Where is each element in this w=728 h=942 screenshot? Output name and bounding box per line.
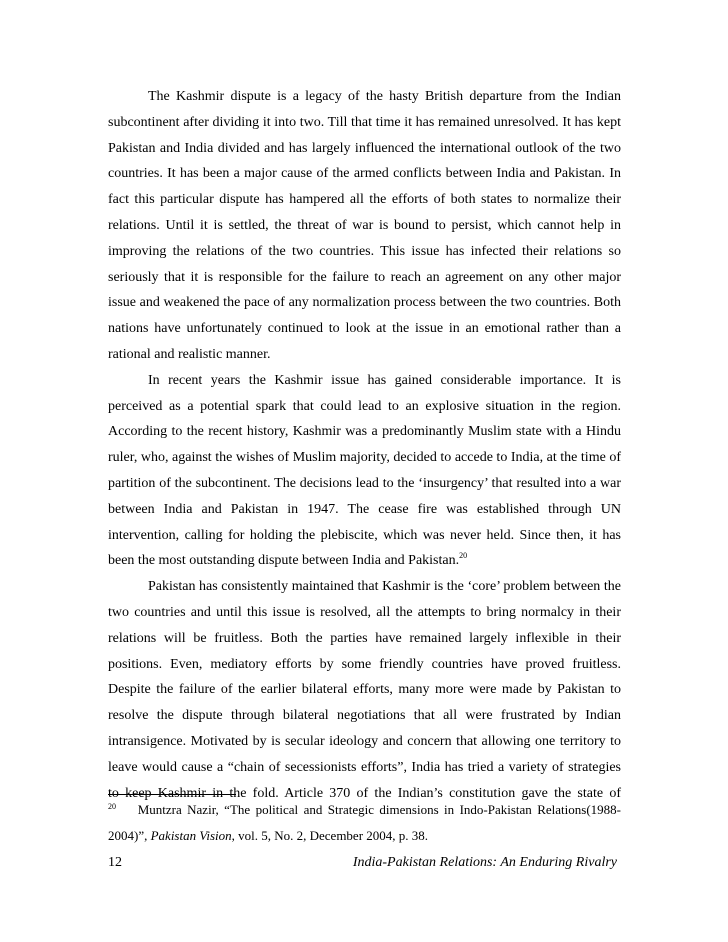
footnote-separator	[108, 794, 236, 795]
footnote-number: 20	[108, 802, 116, 811]
paragraph-kashmir-legacy: The Kashmir dispute is a legacy of the hasty British departure from the Indian subcontinent after dividing it into two. Till that time it has remained unresolved. It has kept Pakistan and India divided and has largely influenced the international outlook of the two countries. It has been a major cause of the armed conflicts between India and Pakistan. In fact this particular dispute has hampered all the efforts of both states to normalize their relations. Until it is settled, the threat of war is bound to persist, which cannot help in improving the relations of the two countries. This issue has infected their relations so seriously that it is responsible for the failure to reach an agreement on any other major issue and weakened the pace of any normalization process between the two countries. Both nations have unfortunately continued to look at the issue in an emotional rather than a rational and realistic manner.	[108, 89, 621, 362]
footnote-text: Muntzra Nazir, “The political and Strategic dimensions in Indo-Pakistan Relations(1988-2004)”,	[108, 802, 621, 843]
paragraph-recent-years-text: In recent years the Kashmir issue has gained considerable importance. It is perceived as a potential spark that could lead to an explosive situation in the region. According to the recent history, Kashmir was a predominantly Muslim state with a Hindu ruler, who, against the wishes of Muslim majority, decided to accede to India, at the time of partition of the subcontinent. The decisions lead to the ‘insurgency’ that resulted into a war between India and Pakistan in 1947. The cease fire was established through UN intervention, calling for holding the plebiscite, which was never held. Since then, it has been the most outstanding dispute between India and Pakistan.	[108, 372, 621, 569]
footnote-reference[interactable]: 20	[459, 551, 468, 561]
running-title: India-Pakistan Relations: An Enduring Rivalry	[352, 855, 617, 870]
footnote-journal: Pakistan Vision	[150, 828, 232, 843]
paragraph-core-problem: Pakistan has consistently maintained that Kashmir is the ‘core’ problem between the two countries and until this issue is resolved, all the attempts to bring normalcy in their relations will be fruitless. Both the parties have remained largely inflexible in their positions. Even, mediatory efforts by some friendly countries have proved fruitless. Despite the failure of the earlier bilateral efforts, many more were made by Pakistan to resolve the dispute through bilateral negotiations that all were frustrated by Indian intransigence. Motivated by is secular ideology and concern that allowing one territory to leave would cause a “chain of secessionists efforts”, India has tried a variety of strategies to keep Kashmir in the fold. Article 370 of the Indian’s constitution gave the state of	[108, 579, 621, 801]
body-text	[108, 84, 621, 806]
footnote	[108, 797, 621, 849]
paragraph-recent-years	[108, 368, 621, 574]
page-number: 12	[108, 855, 122, 870]
footnote-citation-details: , vol. 5, No. 2, December 2004, p. 38.	[231, 828, 429, 843]
